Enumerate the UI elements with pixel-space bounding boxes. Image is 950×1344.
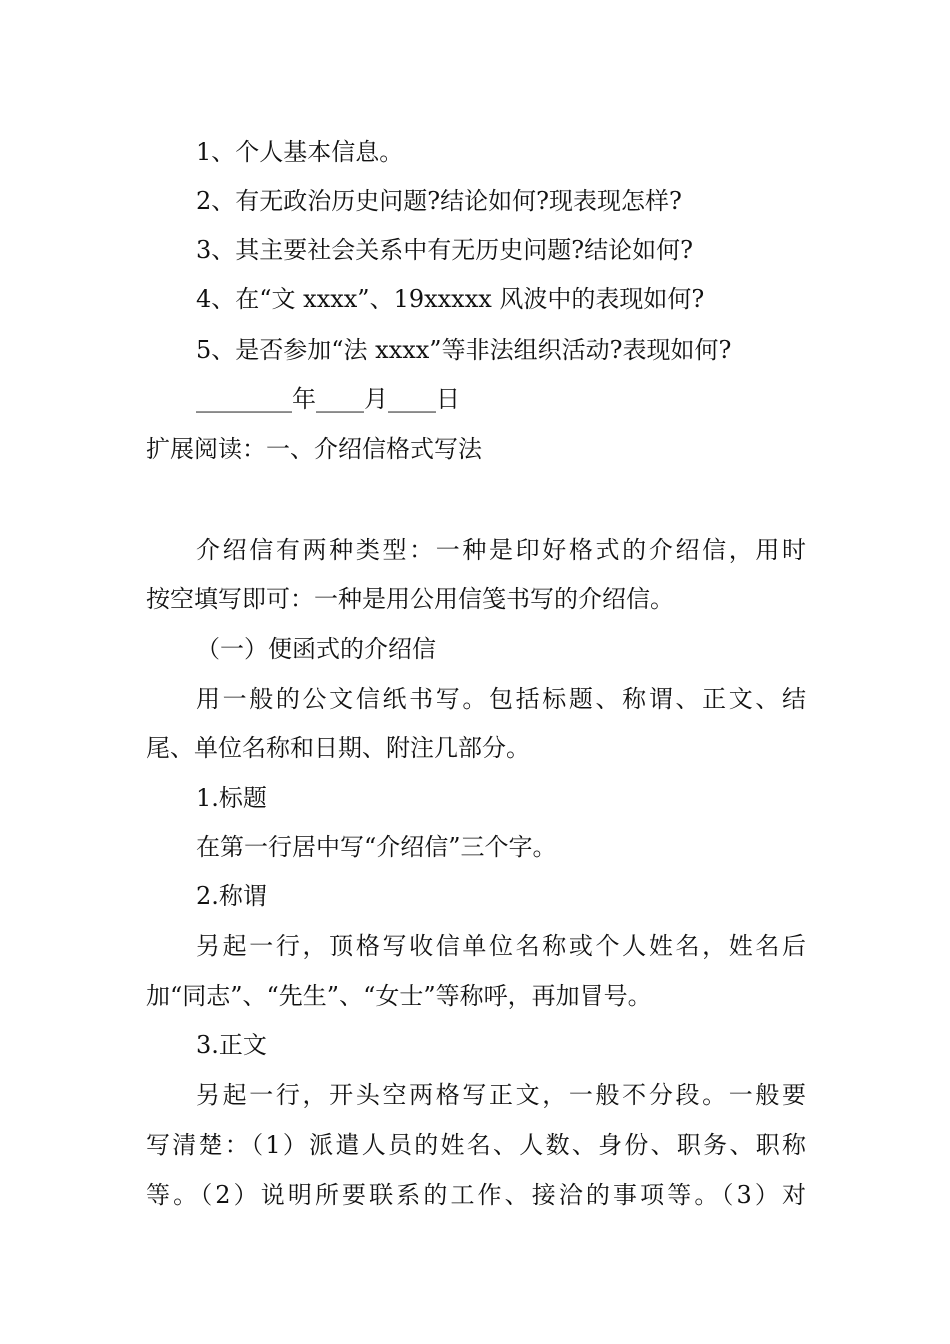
list-item-5: 5、是否参加“法 xxxx”等非法组织活动?表现如何? bbox=[196, 336, 732, 364]
item-salutation-heading: 2.称谓 bbox=[196, 882, 267, 910]
item-body-paragraph-line-1: 另起一行，开头空两格写正文，一般不分段。一般要 bbox=[196, 1081, 806, 1109]
list-item-4: 4、在“文 xxxx”、19xxxxx 风波中的表现如何? bbox=[196, 285, 705, 313]
date-line: ________年____月____日 bbox=[196, 385, 460, 413]
section-one-paragraph-line-2: 尾、单位名称和日期、附注几部分。 bbox=[146, 734, 530, 762]
list-item-1: 1、个人基本信息。 bbox=[196, 138, 404, 166]
intro-paragraph-line-2: 按空填写即可：一种是用公用信笺书写的介绍信。 bbox=[146, 585, 674, 613]
item-title-text: 在第一行居中写“介绍信”三个字。 bbox=[196, 833, 557, 861]
item-body-paragraph-line-3: 等。（2）说明所要联系的工作、接洽的事项等。（3）对 bbox=[146, 1181, 806, 1209]
section-one-heading: （一）便函式的介绍信 bbox=[196, 635, 436, 663]
item-title-heading: 1.标题 bbox=[196, 784, 267, 812]
item-salutation-paragraph-line-1: 另起一行，顶格写收信单位名称或个人姓名，姓名后 bbox=[196, 932, 806, 960]
list-item-2: 2、有无政治历史问题?结论如何?现表现怎样? bbox=[196, 187, 682, 215]
intro-paragraph-line-1: 介绍信有两种类型：一种是印好格式的介绍信，用时 bbox=[196, 536, 806, 564]
item-body-heading: 3.正文 bbox=[196, 1031, 267, 1059]
item-body-paragraph-line-2: 写清楚：（1）派遣人员的姓名、人数、身份、职务、职称 bbox=[146, 1131, 806, 1159]
extended-reading-heading: 扩展阅读：一、介绍信格式写法 bbox=[146, 435, 482, 463]
section-one-paragraph-line-1: 用一般的公文信纸书写。包括标题、称谓、正文、结 bbox=[196, 685, 806, 713]
item-salutation-paragraph-line-2: 加“同志”、“先生”、“女士”等称呼，再加冒号。 bbox=[146, 982, 652, 1010]
list-item-3: 3、其主要社会关系中有无历史问题?结论如何? bbox=[196, 236, 694, 264]
